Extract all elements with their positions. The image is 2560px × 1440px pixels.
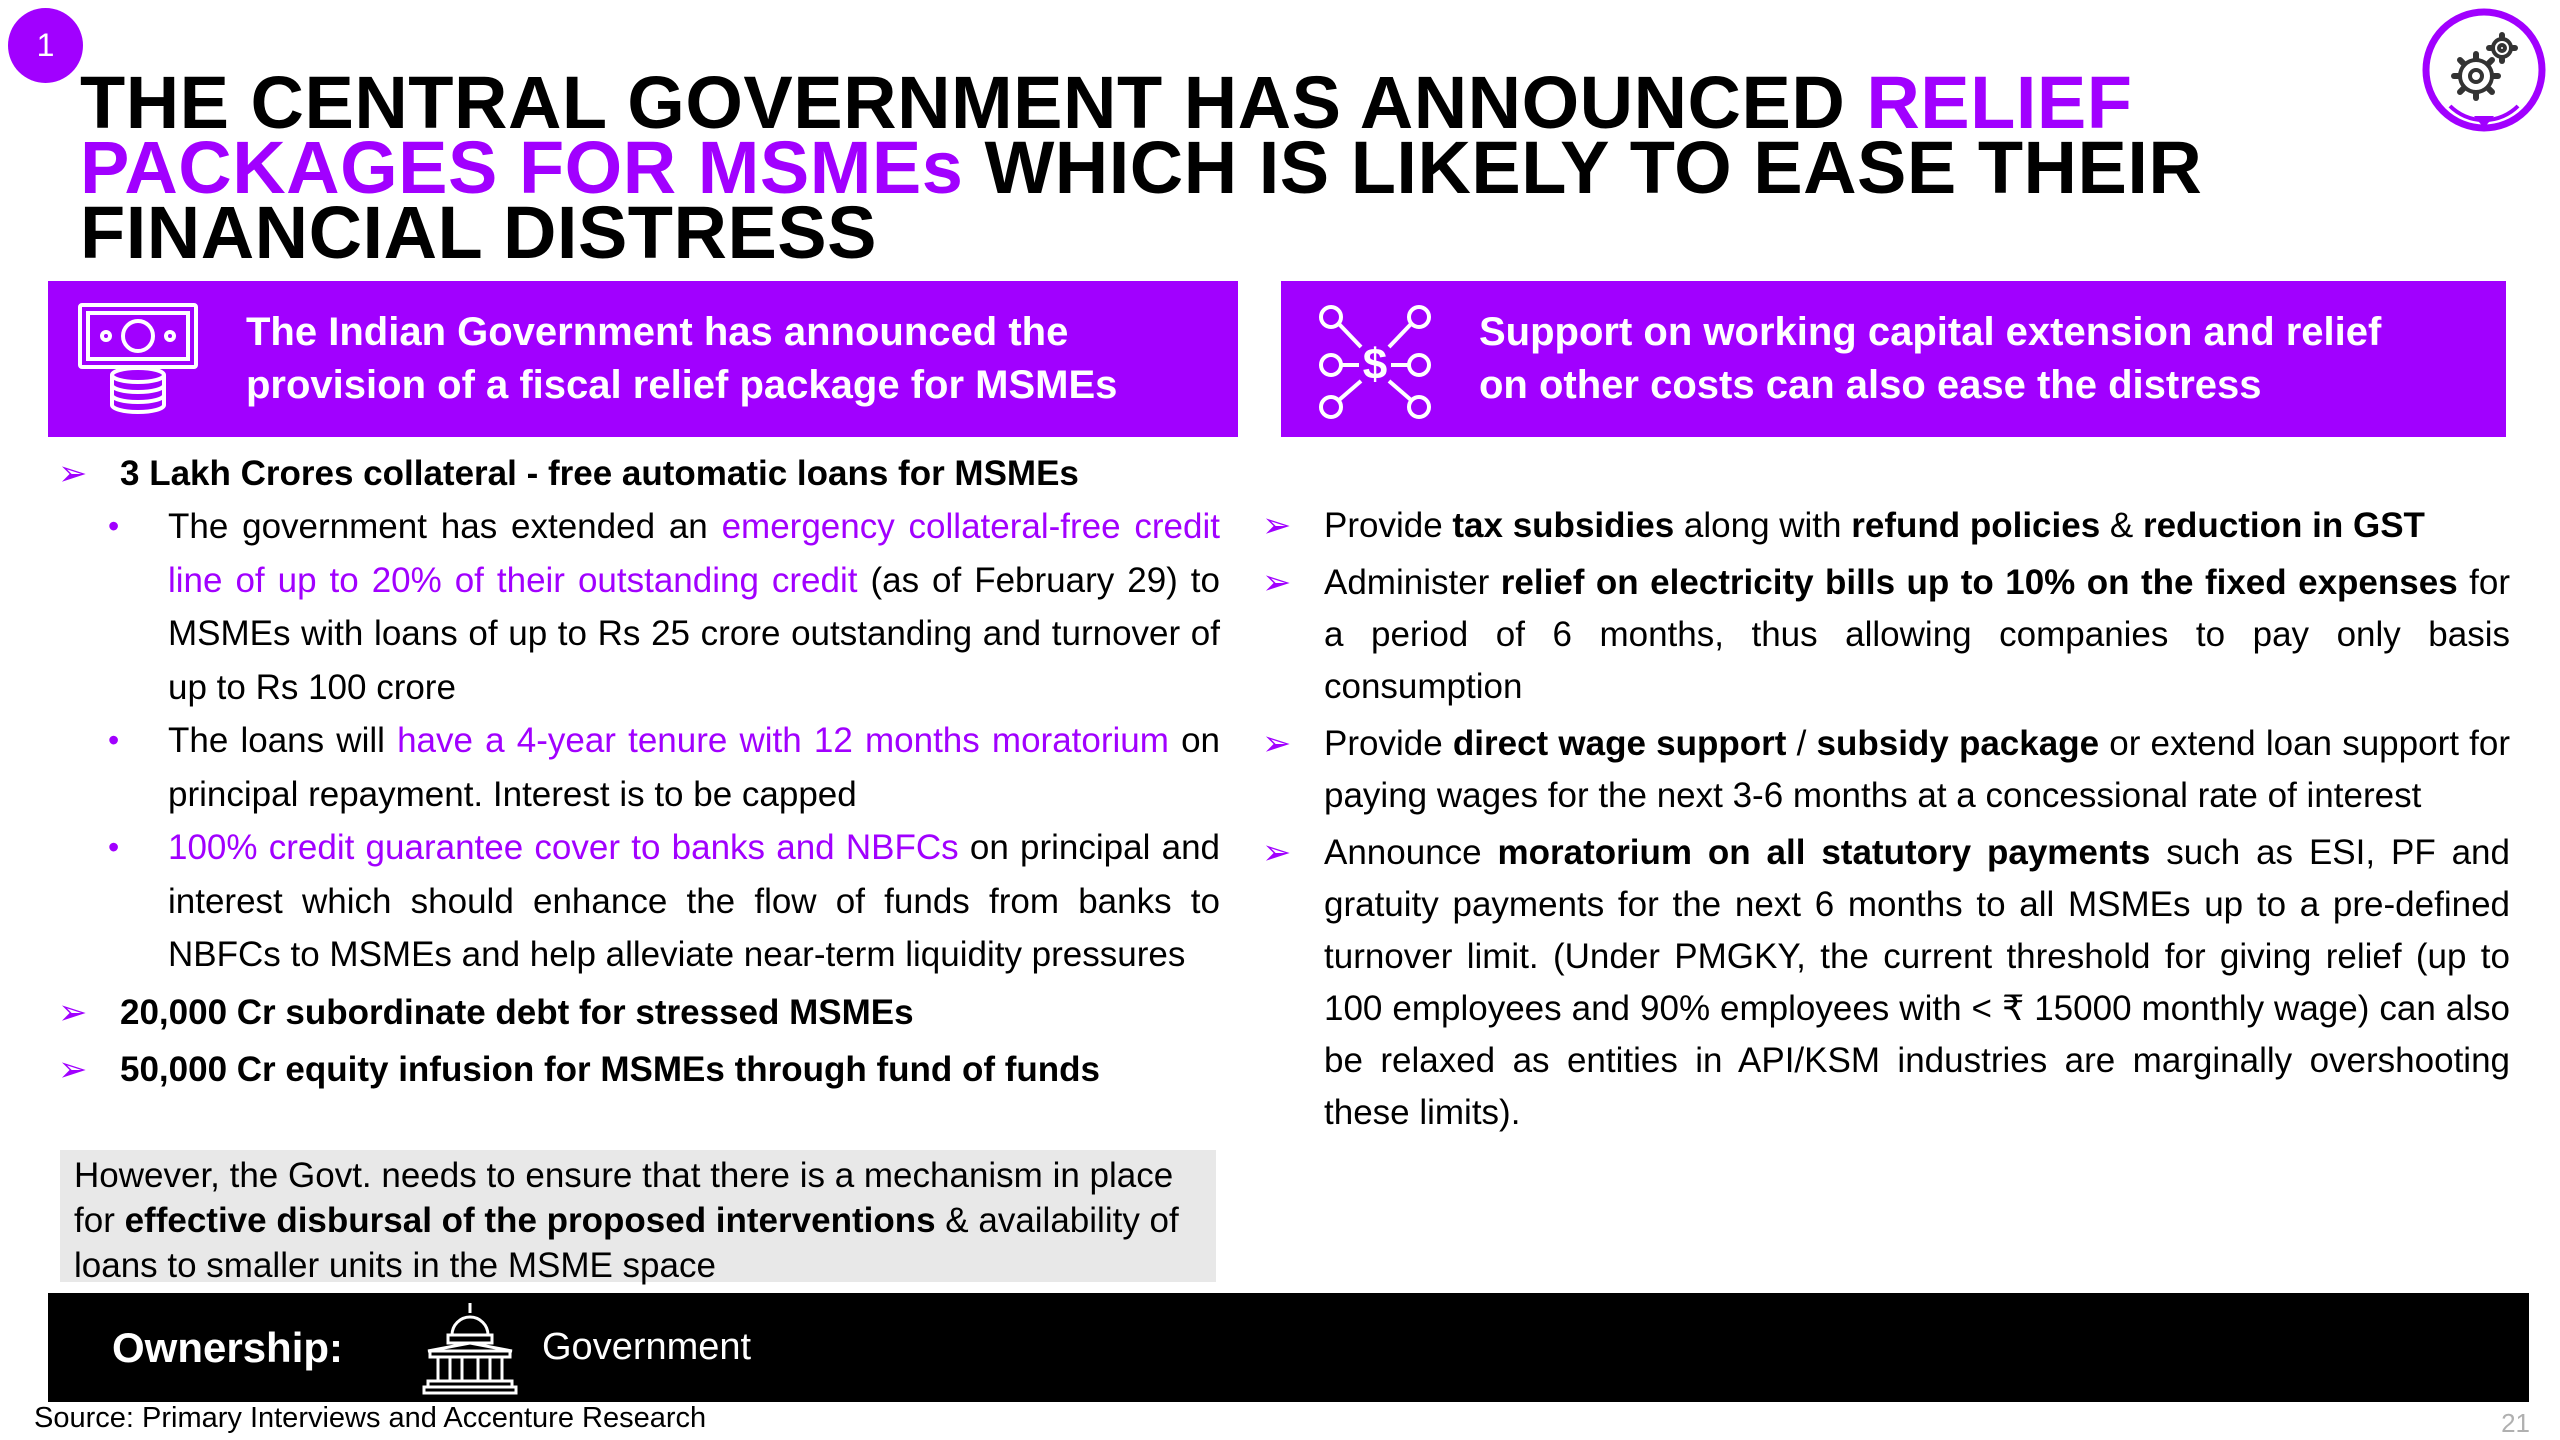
arrow-bullet-icon: ➢ bbox=[1262, 724, 1292, 763]
bullet-highlight: have a 4-year tenure with 12 months moratorium bbox=[397, 721, 1169, 760]
list-item bbox=[1262, 557, 2510, 713]
right-header-line: on other costs can also ease the distress bbox=[1479, 363, 2262, 407]
arrow-bullet-icon: ➢ bbox=[1262, 506, 1292, 545]
left-header-line: provision of a fiscal relief package for MSMEs bbox=[246, 363, 1118, 407]
bullet-text: The loans will bbox=[168, 721, 398, 760]
sub-bullet-item bbox=[58, 500, 1220, 714]
title-highlight: RELIEF PACKAGES FOR MSMEs bbox=[80, 61, 2133, 209]
dot-bullet-icon: • bbox=[108, 508, 120, 544]
item-emphasis: relief on electricity bills up to 10% on the fixed expenses bbox=[1500, 563, 2458, 602]
item-text: along with bbox=[1674, 506, 1852, 545]
note-box bbox=[60, 1150, 1216, 1285]
slide-number-badge bbox=[8, 8, 83, 83]
item-emphasis: moratorium on all statutory payments bbox=[1497, 833, 2151, 872]
item-text: & bbox=[2100, 506, 2143, 545]
money-network-icon bbox=[1311, 295, 1439, 423]
bullet-text: on principal repayment. Interest is to be capped bbox=[168, 721, 1220, 814]
government-building-icon bbox=[422, 1301, 518, 1395]
bullet-highlight: 100% credit guarantee cover to banks and NBFCs bbox=[168, 828, 959, 867]
bullet-text: on principal and interest which should enhance the flow of funds from banks to NBFCs to MSMEs and help alleviate near-term liquidity pressures bbox=[168, 828, 1220, 974]
list-item bbox=[1262, 500, 2510, 552]
title-text: THE CENTRAL GOVERNMENT HAS ANNOUNCED bbox=[80, 61, 1867, 144]
sub-bullet-item bbox=[58, 821, 1220, 982]
item-text: Provide bbox=[1324, 724, 1453, 763]
item-text: such as ESI, PF and gratuity payments for the next 6 months to all MSMEs up to a pre-defined turnover limit. (Under PMGKY, the current threshold for giving relief (up to 100 employees and 90% employees with < ₹ 15000 monthly wage) can also be relaxed as entities in API/KSM industries are marginally overshooting these limits). bbox=[1324, 833, 2510, 1132]
item-text: or extend loan support for paying wages for the next 3-6 months at a concessional rate of interest bbox=[1324, 724, 2510, 815]
arrow-bullet-icon: ➢ bbox=[58, 992, 88, 1032]
dot-bullet-icon: • bbox=[108, 722, 120, 758]
note-emphasis: effective disbursal of the proposed interventions bbox=[124, 1201, 936, 1240]
bullet-highlight: emergency collateral-free credit line of up to 20% of their outstanding credit bbox=[168, 507, 1220, 600]
svg-text:$: $ bbox=[1362, 340, 1388, 389]
ownership-value: Government bbox=[542, 1326, 752, 1368]
gear-icon bbox=[2418, 4, 2550, 136]
ownership-bar bbox=[48, 1293, 2529, 1402]
note-text: However, the Govt. needs to ensure that there is a mechanism in place for bbox=[74, 1156, 1174, 1240]
item-text: / bbox=[1786, 724, 1817, 763]
note-text: & availability of loans to smaller units in the MSME space bbox=[74, 1201, 1179, 1285]
page-number: 21 bbox=[2501, 1408, 2530, 1438]
left-header-line: The Indian Government has announced the bbox=[246, 310, 1069, 354]
title-text-end: WHICH IS LIKELY TO EASE THEIR FINANCIAL DISTRESS bbox=[80, 126, 2203, 274]
list-item bbox=[1262, 718, 2510, 822]
right-column bbox=[1262, 500, 2510, 1144]
page-title bbox=[80, 61, 2410, 274]
item-emphasis: refund policies bbox=[1851, 506, 2101, 545]
sub-bullet-list bbox=[58, 500, 1220, 982]
item-emphasis: direct wage support bbox=[1452, 724, 1787, 763]
list-item-text: 3 Lakh Crores collateral - free automatic loans for MSMEs bbox=[120, 454, 1079, 493]
right-section-header bbox=[1281, 281, 2506, 437]
list-item bbox=[58, 986, 1220, 1039]
arrow-bullet-icon: ➢ bbox=[58, 454, 88, 493]
ownership-label: Ownership: bbox=[112, 1323, 344, 1371]
slide-number: 1 bbox=[36, 27, 55, 63]
source-note: Source: Primary Interviews and Accenture Research bbox=[34, 1402, 707, 1434]
list-item bbox=[58, 1043, 1220, 1096]
item-text: Administer bbox=[1324, 563, 1501, 602]
left-section-header bbox=[48, 281, 1238, 437]
list-item-text: 20,000 Cr subordinate debt for stressed MSMEs bbox=[120, 992, 914, 1032]
left-header-text bbox=[246, 306, 1117, 412]
list-item-text: 50,000 Cr equity infusion for MSMEs through fund of funds bbox=[120, 1049, 1100, 1089]
bullet-text: (as of February 29) to MSMEs with loans of up to Rs 25 crore outstanding and turnover of up to Rs 100 crore bbox=[168, 560, 1220, 707]
item-text: for a period of 6 months, thus allowing companies to pay only basis consumption bbox=[1324, 563, 2510, 706]
dot-bullet-icon: • bbox=[108, 829, 120, 865]
item-emphasis: reduction in GST bbox=[2142, 506, 2425, 545]
sub-bullet-item bbox=[58, 714, 1220, 821]
arrow-bullet-icon: ➢ bbox=[58, 1049, 88, 1089]
list-item bbox=[1262, 827, 2510, 1139]
item-emphasis: tax subsidies bbox=[1452, 506, 1675, 545]
arrow-bullet-icon: ➢ bbox=[1262, 563, 1292, 602]
bullet-text: The government has extended an bbox=[168, 507, 722, 546]
list-item bbox=[58, 447, 1220, 500]
left-column bbox=[58, 447, 1220, 1096]
arrow-bullet-icon: ➢ bbox=[1262, 833, 1292, 872]
right-header-line: Support on working capital extension and relief bbox=[1479, 310, 2382, 354]
item-text: Announce bbox=[1324, 833, 1498, 872]
money-stack-icon bbox=[74, 295, 202, 423]
item-emphasis: subsidy package bbox=[1816, 724, 2100, 763]
right-header-text bbox=[1479, 306, 2381, 412]
item-text: Provide bbox=[1324, 506, 1453, 545]
